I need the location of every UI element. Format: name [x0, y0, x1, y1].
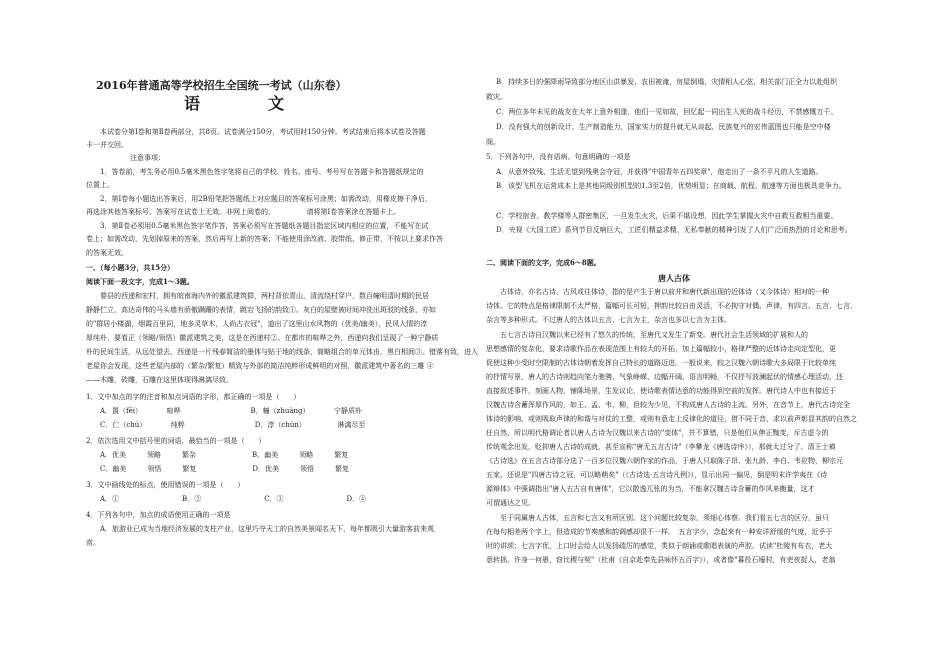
- question-2-options: C．幽美 领悟 繁复 D．优美 领悟 繁复: [100, 465, 349, 473]
- question-5-option: C．学校宿舍、教学楼等人群密集区，一旦发生火灾，后果不堪设想，因此学生掌握火灾中自救互救相当重要。: [496, 212, 838, 220]
- question-4-option: 救灾。: [486, 93, 507, 101]
- essay-line: 五七言古诗自汉魏以来已经有了悠久的传统，至唐代又发生了新变。唐代社会生活领域的扩展和人的: [486, 331, 808, 339]
- essay-line: 在每句相差两个字上，但造成的节奏感和韵调感却很不一样。 五言字少，念起来有一种安详舒缓的气度，近乎于: [486, 528, 833, 536]
- essay-line: 直接叙述事件，刻画人物，铺陈场景，生发议论，使诗歌表情达意的功能得到空前的发挥。唐代诗人中也有接近于: [486, 387, 836, 395]
- essay-line: 五家。还说是"四唐古诗之冠，可以略萌矣"（《古诗选·五言诗凡例》），显示出同一偏见，倒是明末许学夷在《诗: [486, 471, 828, 479]
- essay-line: 古体诗，亦名古诗、古风或往体诗，指的是产生于唐以前并和唐代新出现的近体诗（又今体诗）相对的一种: [486, 288, 829, 296]
- passage-line: 老屋你会发现，这些老屋内部的（繁杂/繁复）精致与外部的简洁纯粹形成鲜明的对照，徽派建筑中著名的三雕 ④: [86, 362, 434, 370]
- essay-line: 杂言等多种形式。不过唐人的古体以五言、七言为主，杂言也多以七言为主体。: [486, 316, 731, 324]
- essay-line: 体诗的影响，或则吸取声律的和谐与对仗的工整，或则有意走上反律化的道径，借不同于音，求以前声彰显其韵的自然之: [486, 415, 857, 423]
- question-5-option: B．该型飞机在运营成本上是其他同级别机型的1.3至2倍，优势明显；在商载、航程、航速等方面也极具竞争力。: [496, 182, 846, 190]
- question-4-option: 阁。: [486, 138, 500, 146]
- question-1-options: C．仁（chú） 纯粹 D．淳（chún） 淋漓尽至: [100, 421, 366, 429]
- intro-line: 本试卷分第Ⅰ卷和第Ⅱ卷两部分，共8页。试卷满分150分，考试用时150分钟。考试结束后将本试卷及答题: [100, 128, 426, 136]
- essay-line: 的抒情写景，唐人的古诗则趋向笔力驰骋、气象峥嵘、边幅开阔、语言明畅，不仅抒写波澜起伏的情感心理活动，还: [486, 373, 843, 381]
- essay-line: 传统观念出发，贬抑唐人古诗的成就，甚至宣称"唐无五言古诗"（李攀龙《唐选诗序》），那就太过分了。清王士禛: [486, 443, 836, 451]
- notice-line: 的答案无效。: [86, 249, 128, 257]
- question-4-option-a: 赏。: [86, 539, 100, 547]
- question-1: 1．文中加点的字的注音和加点词语的字形，都正确的一项是（ ）: [86, 393, 301, 401]
- essay-line: 汉魏古诗含蓄浑厚作风的，如王、孟、韦、柳，但较为少见，不构成唐人古诗的主流。另外，在音节上，唐代古诗完全: [486, 401, 850, 409]
- question-4-option: C．两位多年未见的战友在大年上意外相逢，他们一见如故，回忆起一同出生入死的战斗经历，不禁感慨万千。: [496, 108, 838, 116]
- essay-line: 《古诗选》在五言古诗部分选了一百多位汉魏六朝作家的作品，于唐人只取陈子昂、张九龄，李白、韦应物，柳宗元: [486, 457, 843, 465]
- exam-title: 2016年普通高等学校招生全国统一考试（山东卷）: [96, 79, 347, 92]
- question-4: 4．下列各句中，加点的成语使用正确的一项是: [86, 511, 231, 519]
- passage-line: 厚纯朴，要看正（领略/领悟）徽派建筑之美，这是在西递村②。在都市的喧哗之外，西递向我们呈现了一种宁静质: [86, 334, 439, 342]
- question-2: 2．依次选用文中括号里的词语，最恰当的一项是（ ）: [86, 437, 266, 445]
- section-one-heading: 一、（每小题3分，共15分）: [86, 263, 175, 272]
- essay-line: 可谓通达之见。: [486, 499, 535, 507]
- reading-one-heading: 阅读下面一段文字，完成1～3题。: [86, 277, 194, 286]
- question-3-options: A．① B．② C．③ D．④: [100, 495, 367, 503]
- passage-line: ——木雕，砖雕，石雕在这里体现得淋漓尽致。: [86, 376, 233, 384]
- question-4-option: D．没有强大的创新设计、生产制造能力，国家实力的提升就无从谈起，民族复兴的宏伟蓝图也只能是空中楼: [496, 123, 831, 131]
- question-5-option: A．从意外致残、生活无望到残奥会夺冠，并获得"中国青年五四奖章"，他走出了一条不平凡的人生道路。: [496, 168, 823, 176]
- question-4-option-a: A．旅游业已成为当地经济发展的支柱产业，这里巧夺天工的自然美景闻名天下，每年都吸引大量游客前来观: [100, 525, 435, 533]
- essay-line: 意转拙，许身一何愚，窃比稷与契"（杜甫《自京赴奉先县咏怀五百字》），或者像"暮投石壕村，有吏夜捉人，老翁: [486, 556, 836, 564]
- notice-line: 再选涂其他答案标号。答案写在试卷上无效。非网上阅卷的， 请将第Ⅰ卷答案涂在答题卡上。: [86, 208, 401, 216]
- essay-line: 源辩体》中强调指出"唐人五古自有唐体"，它以散逸兀张的为当，不能拿汉魏古诗含蓄的作风来衡量，这才: [486, 485, 815, 493]
- essay-line: 促使这种少受时空限制的古体诗朝着发挥自己特长的道路迈进。一般说来，较之汉魏六朝诗歌大多局限于比较单纯: [486, 359, 836, 367]
- section-two-heading: 二、阅读下面的文字，完成6～8题。: [486, 258, 601, 267]
- essay-line: 任自然，所以明代格调论者以唐人古诗为汉魏以来古诗的"变体"，并不算错，只是他们从伸正黜变，斥古虚今的: [486, 429, 829, 437]
- subject-title: 语 文: [184, 94, 311, 113]
- question-5-option: D．央视《大国工匠》系列节目反响巨大，工匠们精益求精、无私奉献的精神引发了人们广泛而热烈的讨论和思考。: [496, 226, 852, 234]
- passage-line: 的"群居小楼湖，烟霞百里同，地多灵草木，人尚古衣冠"，道出了这里山水风物的（优美/幽美），民风人情的淳: [86, 320, 428, 328]
- essay-title: 唐人古体: [658, 273, 690, 283]
- question-1-options: A．置（fēi） 喧哗 B．幢（zhuàng） 宁静质朴: [100, 407, 363, 415]
- essay-line: 至于同属唐人古体，五言和七言又有所区别。这个问题比较复杂，须细心体察。我们看五七言的区分，虽只: [486, 514, 829, 522]
- notice-line: 3．第Ⅱ卷必须用0.5毫米黑色签字笔作答，答案必须写在答题纸各题目指定区域内相应的位置，不能写在试: [100, 222, 429, 230]
- notice-line: 位置上。: [86, 181, 114, 189]
- question-5: 5．下列各句中，没有语病、句意明确的一项是: [486, 153, 631, 161]
- notice-line: 卷上；如需改动，先划掉原来的答案，然后再写上新的答案；不能使用涂改液、胶带纸、修正带，不按以上要求作答: [86, 235, 443, 243]
- notice-line: 2．第Ⅰ卷每小题选出答案后，用2B铅笔把答题纸上对应题目的答案标号涂黑；如需改动，用橡皮擦干净后，: [100, 195, 432, 203]
- passage-line: 静静伫立，高达奇伟的马头墙有骄傲蹒跚的表情，跳宕飞扬的韵致①。灰白的屋壁被时间冲洗出斑驳的线条，亦如: [86, 306, 436, 314]
- essay-line: 诗体。它的特点是格律限制不太严格，篇幅可长可短，押韵比较自由灵活，不必拘守对偶、声律，有四言、五言、七言、: [486, 302, 857, 310]
- question-4-option: B．持续多日的强降雨导致部分地区山洪暴发，农田被淹，房屋倒塌，灾情相人心弦，相关部门正全力以赴组织: [496, 78, 838, 86]
- passage-line: 婺县的西递和宏村，拥有皖南海内外的徽派建筑群，两村背依青山，清流绕村穿户，数百幢明清时期的民居: [86, 292, 429, 300]
- question-2-options: A．优美 领略 繁杂 B．幽美 领略 繁复: [100, 451, 349, 459]
- notice-line: 1．答卷前，考生务必用0.5毫米黑色签字笔将自己的学校、姓名、座号、考号写在答题卡和答题纸规定的: [100, 168, 424, 176]
- essay-line: 时的讲颂；七言字优，上口时会给人以发扬疏厉的感觉，类似于朗诵或歌唱表演的声腔。试读"杜陵有布衣，老大: [486, 542, 833, 550]
- question-3: 3．文中画线处的标点，使用错误的一项是（ ）: [86, 481, 245, 489]
- passage-line: 朴的民间生活，从远处望去，西递是一片残春简洁的墨体与贴于地的线条，简略组合的单元体由，黑白相间③。错落有致，进入: [86, 348, 478, 356]
- intro-line: 卡一并交回。: [86, 141, 128, 149]
- essay-line: 思想感情的复杂化，要求诗歌作品在表现范围上有较大的开拓，加上篇幅较小，格律严整的近体诗走向定型化，更: [486, 345, 836, 353]
- notice-heading: 注意事项：: [130, 154, 165, 162]
